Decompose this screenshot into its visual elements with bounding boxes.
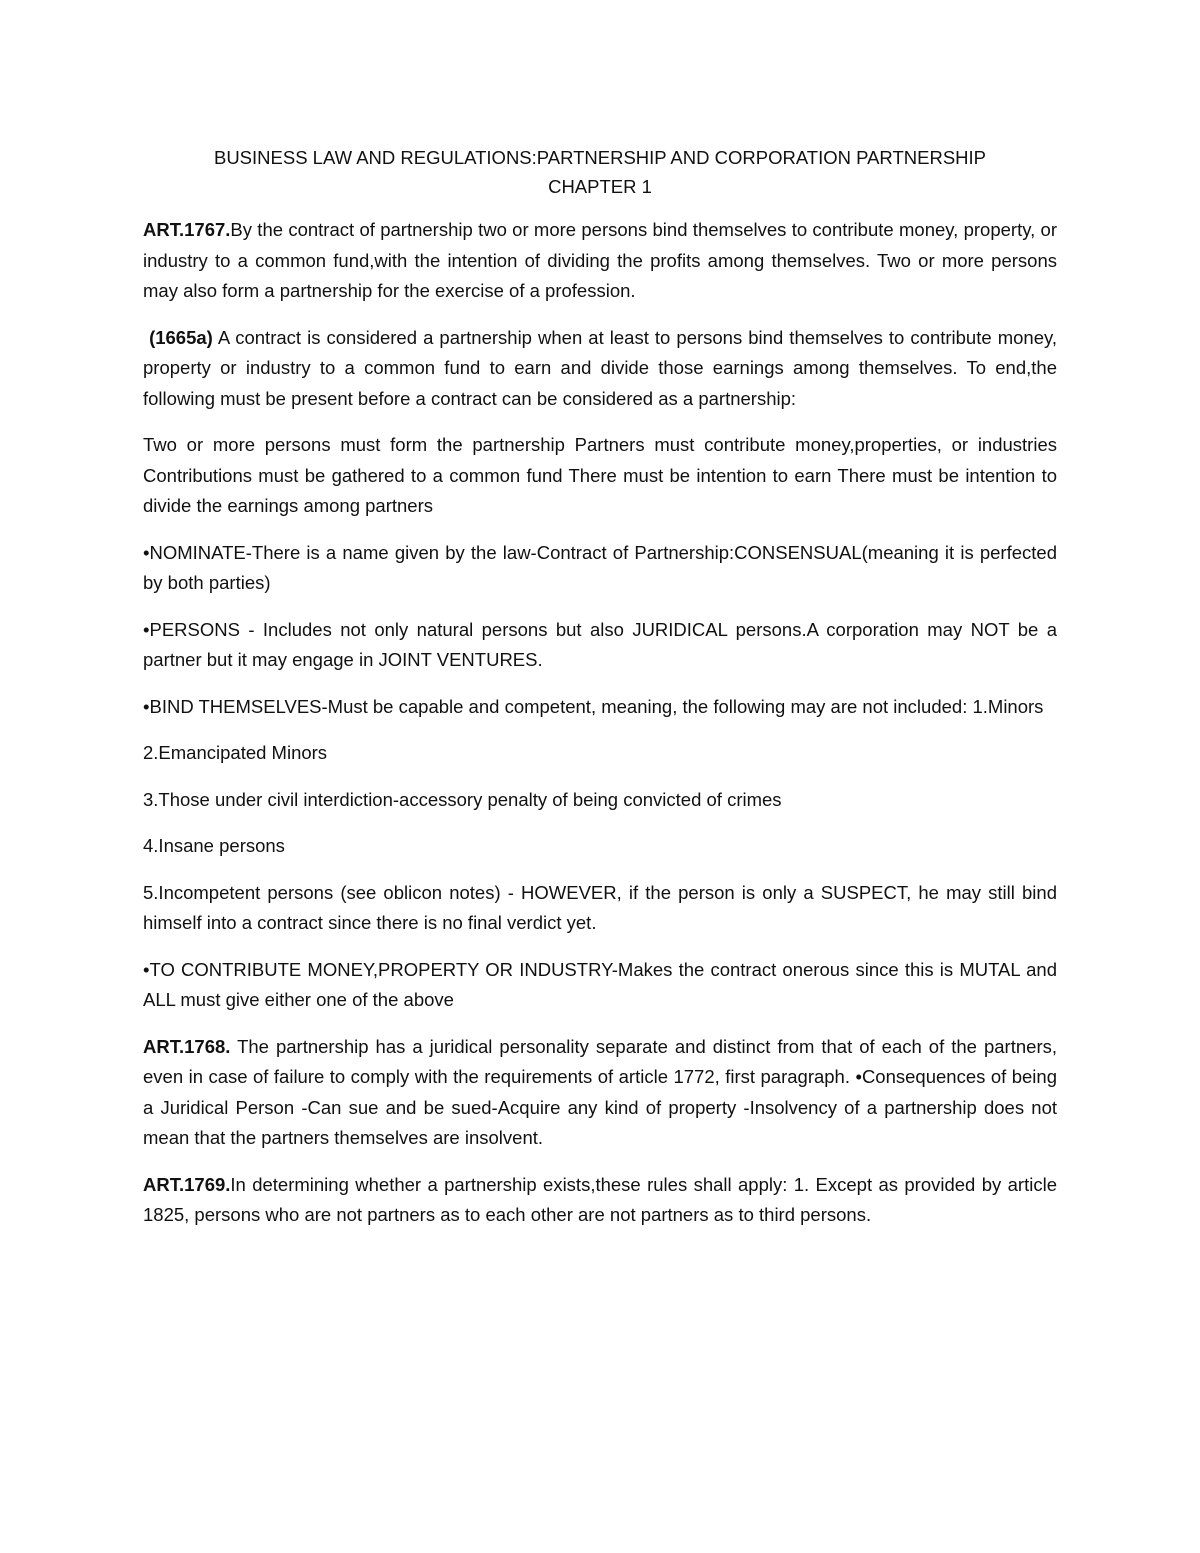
persons-paragraph: •PERSONS - Includes not only natural persons but also JURIDICAL persons.A corporation may NOT be a partner but it may engage in JOINT VENTURES. (143, 618, 1057, 670)
nominate-paragraph: •NOMINATE-There is a name given by the law-Contract of Partnership:CONSENSUAL(meaning it is perfected by both parties) (143, 541, 1057, 593)
document-body (143, 143, 1057, 1247)
art-1767-text: By the contract of partnership two or more persons bind themselves to contribute money, property, or industry to a common fund,with the intention of dividing the profits among themselves. Two or more persons may also form a partnership for the exercise of a profession. (143, 219, 1057, 301)
contribute-paragraph: •TO CONTRIBUTE MONEY,PROPERTY OR INDUSTRY-Makes the contract onerous since this is MUTAL and ALL must give either one of the above (143, 958, 1057, 1010)
chapter-heading: CHAPTER 1 (548, 176, 652, 197)
list-item-insane-persons: 4.Insane persons (143, 835, 285, 856)
art-1768-text: The partnership has a juridical personality separate and distinct from that of each of the partners, even in case of failure to comply with the requirements of article 1772, first paragraph. •Consequences of being a Juridical Person -Can sue and be sued-Acquire any kind of property -Insolvency of a partnership does not mean that the partners themselves are insolvent. (143, 1035, 1057, 1148)
art-1665a-label: (1665a) (149, 326, 213, 348)
art-1769-label: ART.1769. (143, 1173, 231, 1195)
art-1769-text: In determining whether a partnership exists,these rules shall apply: 1. Except as provided by article 1825, persons who are not partners as to each other are not partners as to third persons. (143, 1173, 1057, 1225)
list-item-emancipated-minors: 2.Emancipated Minors (143, 742, 328, 763)
art-1768-label: ART.1768. (143, 1035, 231, 1057)
requirements-paragraph: Two or more persons must form the partnership Partners must contribute money,properties, or industries Contributions must be gathered to a common fund There must be intention to earn There must be intention to divide the earnings among partners (143, 434, 1057, 516)
art-1768-paragraph (143, 1032, 1057, 1154)
list-item-incompetent-persons: 5.Incompetent persons (see oblicon notes) - HOWEVER, if the person is only a SUSPECT, he may still bind himself into a contract since there is no final verdict yet. (143, 881, 1057, 933)
list-item-civil-interdiction: 3.Those under civil interdiction-accessory penalty of being convicted of crimes (143, 788, 782, 810)
art-1769-paragraph (143, 1170, 1057, 1231)
art-1767-paragraph (143, 215, 1057, 307)
document-title: BUSINESS LAW AND REGULATIONS:PARTNERSHIP AND CORPORATION PARTNERSHIP (213, 147, 986, 168)
art-1665a-paragraph (143, 323, 1057, 415)
art-1665a-text: A contract is considered a partnership when at least to persons bind themselves to contribute money, property or industry to a common fund to earn and divide those earnings among themselves. To end,the following must be present before a contract can be considered as a partnership: (143, 326, 1057, 409)
art-1767-label: ART.1767. (143, 219, 231, 240)
bind-themselves-paragraph: •BIND THEMSELVES-Must be capable and competent, meaning, the following may are not included: 1.Minors (143, 695, 1044, 717)
